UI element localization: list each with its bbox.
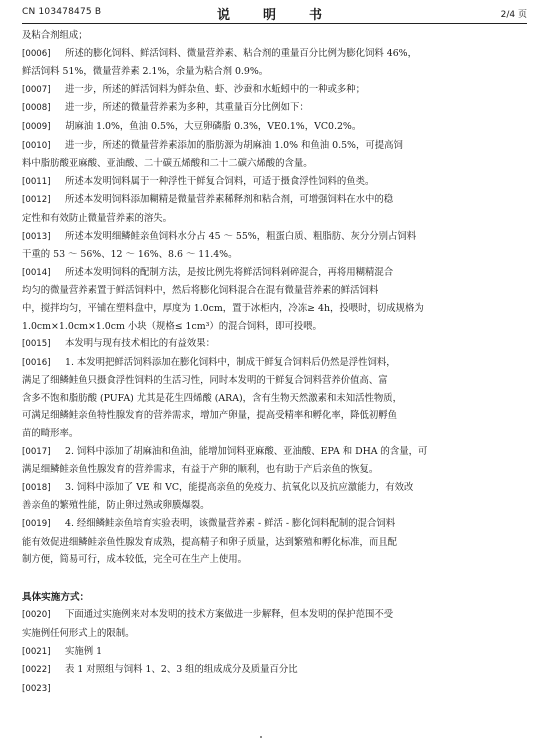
paragraph-tag: [0015] bbox=[22, 339, 51, 350]
paragraph-tag: [0020] bbox=[22, 610, 51, 621]
paragraph-first-line bbox=[22, 661, 527, 680]
paragraph-text: 4. 经细鳞鲑亲鱼培育实验表明，该微量营养素 - 鲜活 - 膨化饲料配制的混合饲料 bbox=[65, 518, 396, 530]
paragraph-first-line bbox=[22, 264, 527, 283]
paragraph-text: 满足细鳞鲑亲鱼性腺发育的营养需求，有益于产卵的顺利，也有助于产后亲鱼的恢复。 bbox=[22, 464, 379, 476]
paragraph-tag: [0012] bbox=[22, 195, 51, 206]
paragraph-tag: [0017] bbox=[22, 446, 51, 457]
paragraph-tag: [0007] bbox=[22, 84, 51, 95]
paragraph-continuation-line bbox=[22, 318, 527, 336]
paragraph-tag: [0021] bbox=[22, 646, 51, 657]
paragraph-tag: [0023] bbox=[22, 683, 51, 694]
paragraph-tag: [0006] bbox=[22, 48, 51, 59]
paragraph-text: 进一步，所述的微量营养素为多种，其重量百分比例如下： bbox=[65, 102, 309, 114]
paragraph-text: 料中脂肪酸亚麻酸、亚油酸、二十碳五烯酸和二十二碳六烯酸的含量。 bbox=[22, 158, 313, 170]
paragraph-text: 能有效促进细鳞鲑亲鱼性腺发育成熟，提高精子和卵子质量，达到繁殖和孵化标准，而且配 bbox=[22, 536, 398, 548]
paragraph-tag: [0022] bbox=[22, 665, 51, 676]
paragraph-first-line bbox=[22, 99, 527, 118]
paragraph-text: 3. 饲料中添加了 VE 和 VC，能提高亲鱼的免疫力、抗氧化以及抗应激能力，有效改 bbox=[65, 481, 414, 493]
paragraph-text: 1.0cm×1.0cm×1.0cm 小块（规格≤ 1cm³）的混合饲料，即可投喂。 bbox=[22, 320, 322, 332]
paragraph-text: 进一步，所述的鲜活饲料为鲜杂鱼、虾、沙蚕和水蚯蚓中的一种或多种； bbox=[65, 83, 366, 95]
paragraph-continuation-line bbox=[22, 407, 527, 425]
paragraph-tag: [0018] bbox=[22, 482, 51, 493]
paragraph-tag: [0019] bbox=[22, 519, 51, 530]
paragraph-continuation-line bbox=[22, 534, 527, 552]
paragraph-first-line bbox=[22, 354, 527, 373]
paragraph-continuation-line bbox=[22, 497, 527, 515]
paragraph-text: 实施例 1 bbox=[65, 645, 103, 657]
paragraph-tag: [0014] bbox=[22, 267, 51, 278]
paragraph-text: 所述本发明饲料的配制方法，是按比例先将鲜活饲料剁碎混合，再将用糊精混合 bbox=[65, 266, 394, 278]
paragraph-continuation-line bbox=[22, 210, 527, 228]
intro-line: 及粘合剂组成； bbox=[22, 30, 88, 41]
page-number: 2/4 页 bbox=[500, 10, 527, 20]
paragraph-first-line bbox=[22, 118, 527, 137]
paragraph-tag: [0009] bbox=[22, 121, 51, 132]
header-rule bbox=[22, 23, 527, 24]
paragraph-continuation-line bbox=[22, 282, 527, 300]
paragraph-first-line bbox=[22, 191, 527, 210]
paragraph-first-line bbox=[22, 443, 527, 462]
paragraph-text: 下面通过实施例来对本发明的技术方案做进一步解释，但本发明的保护范围不受 bbox=[65, 609, 394, 621]
paragraph-group-2 bbox=[22, 606, 527, 698]
paragraph-text: 鲜活饲料 51%，微量营养素 2.1%，余量为粘合剂 0.9%。 bbox=[22, 66, 269, 78]
paragraph-text: 本发明与现有技术相比的有益效果： bbox=[65, 338, 216, 350]
paragraph-text: 干重的 53 ～ 56%、12 ～ 16%、8.6 ～ 11.4%。 bbox=[22, 249, 238, 261]
paragraph-first-line bbox=[22, 45, 527, 64]
paragraph-tag: [0016] bbox=[22, 357, 51, 368]
paragraph-text: 所述本发明饲料属于一种浮性干鲜复合饲料，可适于摄食浮性饲料的鱼类。 bbox=[65, 175, 375, 187]
paragraph-tag: [0008] bbox=[22, 103, 51, 114]
paragraph-text: 1. 本发明把鲜活饲料添加在膨化饲料中，制成干鲜复合饲料后仍然是浮性饲料， bbox=[65, 356, 396, 368]
paragraph-text: 苗的畸形率。 bbox=[22, 428, 79, 440]
paragraph-first-line bbox=[22, 479, 527, 498]
paragraph-text: 所述本发明饲料添加糊精是微量营养素稀释剂和粘合剂，可增强饲料在水中的稳 bbox=[65, 194, 394, 206]
paragraph-continuation-line bbox=[22, 425, 527, 443]
paragraph-text: 进一步，所述的微量营养素添加的脂肪源为胡麻油 1.0% 和鱼油 0.5%，可提高饲 bbox=[65, 139, 403, 151]
paragraph-continuation-line bbox=[22, 300, 527, 318]
paragraph-text: 定性和有效防止微量营养素的溶失。 bbox=[22, 212, 173, 224]
paragraph-continuation-line bbox=[22, 372, 527, 390]
document-title: 说 明 书 bbox=[216, 8, 332, 23]
paragraph-first-line bbox=[22, 643, 527, 662]
document-body bbox=[22, 27, 527, 698]
paragraph-first-line bbox=[22, 680, 527, 699]
paragraph-text: 胡麻油 1.0%，鱼油 0.5%，大豆卵磷脂 0.3%，VE0.1%，VC0.2%。 bbox=[65, 120, 362, 132]
paragraph-continuation-line bbox=[22, 625, 527, 643]
section-title: 具体实施方式： bbox=[22, 591, 90, 603]
paragraph-first-line bbox=[22, 228, 527, 247]
paragraph-first-line bbox=[22, 335, 527, 354]
paragraph-text: 均匀的微量营养素置于鲜活饲料中，然后将膨化饲料混合在混有微量营养素的鲜活饲料 bbox=[22, 285, 379, 297]
paragraph-first-line bbox=[22, 515, 527, 534]
paragraph-continuation-line bbox=[22, 246, 527, 264]
paragraph-text: 满足了细鳞鲑鱼只摄食浮性饲料的生活习性，同时本发明的干鲜复合饲料营养价值高、富 bbox=[22, 375, 388, 387]
paragraph-tag: [0011] bbox=[22, 176, 51, 187]
paragraph-text: 所述本发明细鳞鲑亲鱼饲料水分占 45 ～ 55%，粗蛋白质、粗脂肪、灰分分别占饲料 bbox=[65, 230, 417, 242]
paragraph-text: 所述的膨化饲料、鲜活饲料、微量营养素、粘合剂的重量百分比例为膨化饲料 46%， bbox=[65, 47, 417, 59]
paragraph-text: 实施例任何形式上的限制。 bbox=[22, 628, 135, 639]
paragraph-text: 可满足细鳞鲑亲鱼特性腺发育的营养需求，增加产卵量，提高受精率和孵化率，降低初孵鱼 bbox=[22, 410, 398, 422]
page-header bbox=[22, 4, 527, 22]
paragraph-first-line bbox=[22, 173, 527, 192]
paragraph-text: 含多不饱和脂肪酸 (PUFA) 尤其是花生四烯酸 (ARA)，含有生物天然激素和未知活性物质， bbox=[22, 392, 403, 404]
paragraph-text: 中，搅拌均匀，平铺在塑料盘中，厚度为 1.0cm，置于冰柜内，冷冻≥ 4h，投喂时，切成规格为 bbox=[22, 302, 424, 314]
paragraph-group-1 bbox=[22, 45, 527, 569]
paragraph-text: 2. 饲料中添加了胡麻油和鱼油，能增加饲料亚麻酸、亚油酸、EPA 和 DHA 的含量，可 bbox=[65, 445, 428, 457]
paragraph-continuation-line bbox=[22, 155, 527, 173]
paragraph-continuation-line bbox=[22, 461, 527, 479]
paragraph-first-line bbox=[22, 606, 527, 625]
paragraph-first-line bbox=[22, 137, 527, 156]
paragraph-first-line bbox=[22, 81, 527, 100]
paragraph-text: 善亲鱼的繁殖性能，防止卵过熟或卵膜爆裂。 bbox=[22, 500, 210, 512]
page-footer-dot bbox=[260, 736, 262, 738]
paragraph-tag: [0013] bbox=[22, 231, 51, 242]
paragraph-continuation-line bbox=[22, 551, 527, 569]
paragraph-text: 表 1 对照组与饲料 1、2、3 组的组成成分及质量百分比 bbox=[65, 664, 298, 676]
paragraph-continuation-line bbox=[22, 390, 527, 408]
paragraph-text: 制方便，简易可行，成本较低，完全可在生产上使用。 bbox=[22, 554, 248, 566]
paragraph-continuation-line bbox=[22, 63, 527, 81]
publication-number: CN 103478475 B bbox=[22, 7, 102, 17]
paragraph-tag: [0010] bbox=[22, 140, 51, 151]
